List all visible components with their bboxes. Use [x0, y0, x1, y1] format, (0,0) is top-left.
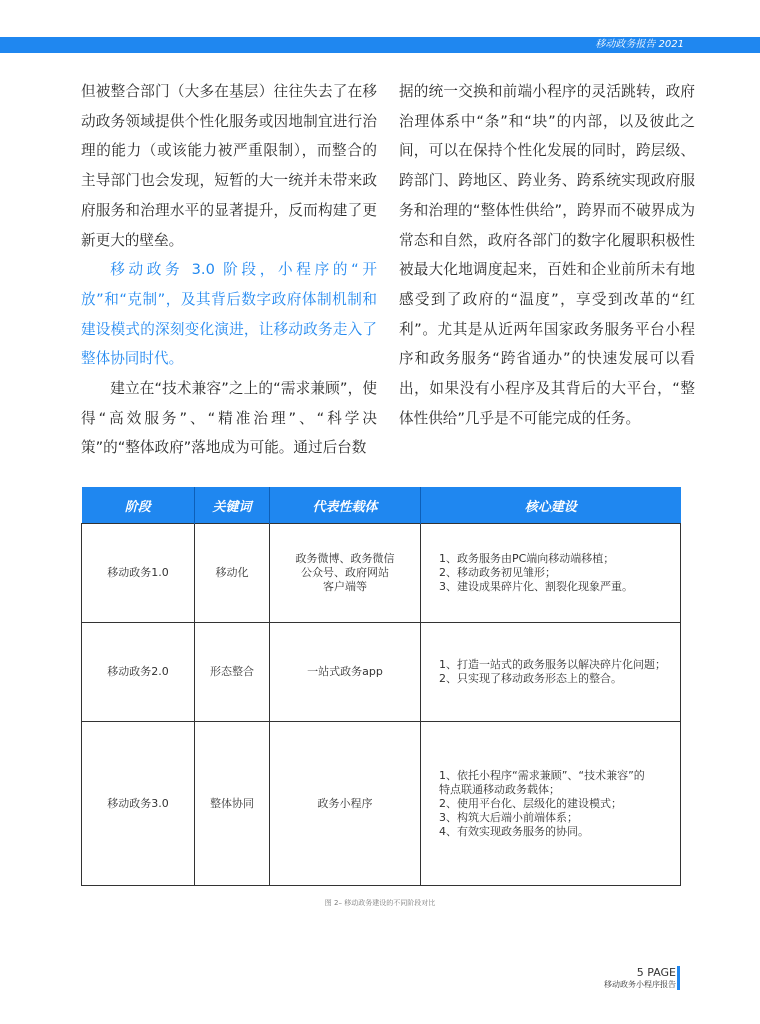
core-line: 1、依托小程序“需求兼顾”、“技术兼容”的	[439, 768, 645, 782]
carrier-line: 政务微博、政务微信	[295, 552, 395, 565]
core-line: 2、使用平台化、层级化的建设模式；	[439, 796, 622, 810]
cell-core	[421, 524, 681, 623]
header-title: 移动政务报告 2021	[595, 39, 684, 50]
header-stage: 阶段	[82, 487, 195, 524]
table-row	[82, 524, 681, 623]
cell-keyword: 整体协同	[195, 722, 270, 886]
cell-stage: 移动政务3.0	[82, 722, 195, 886]
comparison-table	[81, 487, 680, 882]
core-line: 2、移动政务初见雏形；	[439, 566, 556, 579]
carrier-line: 公众号、政府网站	[301, 566, 389, 579]
left-paragraph-3: 建立在“技术兼容”之上的“需求兼顾”，使得“高效服务”、“精准治理”、“科学决策”的“整体政府”落地成为可能。通过后台数	[81, 380, 377, 457]
header-core: 核心建设	[421, 487, 681, 524]
core-line: 2、只实现了移动政务形态上的整合。	[439, 672, 622, 685]
carrier-line: 客户端等	[323, 580, 367, 593]
cell-core	[421, 722, 681, 886]
cell-keyword: 移动化	[195, 524, 270, 623]
cell-stage: 移动政务1.0	[82, 524, 195, 623]
header-carrier: 代表性载体	[270, 487, 421, 524]
footer-accent-bar	[677, 966, 680, 990]
cell-carrier	[270, 524, 421, 623]
cell-carrier	[270, 722, 421, 886]
core-line: 特点联通移动政务载体；	[439, 782, 560, 796]
left-column	[81, 77, 377, 463]
core-line: 3、构筑大后端小前端体系；	[439, 810, 578, 824]
left-paragraph-1: 但被整合部门（大多在基层）往往失去了在移动政务领域提供个性化服务或因地制宜进行治理的能力（或该能力被严重限制），而整合的主导部门也会发现，短暂的大一统并未带来政府服务和治理水平的显著提升，反而构建了更新更大的壁垒。	[81, 83, 377, 249]
table-row	[82, 623, 681, 722]
core-line: 3、建设成果碎片化、割裂化现象严重。	[439, 580, 633, 593]
cell-carrier	[270, 623, 421, 722]
table-header-row	[82, 487, 681, 524]
figure-caption: 图 2– 移动政务建设的不同阶段对比	[324, 899, 436, 907]
cell-keyword: 形态整合	[195, 623, 270, 722]
cell-core	[421, 623, 681, 722]
page-number: 5 PAGE	[636, 966, 676, 979]
header-bar	[0, 37, 760, 53]
carrier-line: 一站式政务app	[307, 665, 383, 678]
left-paragraph-2-highlight: 移动政务 3.0 阶段，小程序的“开放”和“克制”，及其背后数字政府体制机制和建设模式的深刻变化演进，让移动政务走入了整体协同时代。	[81, 261, 377, 368]
right-column	[399, 77, 695, 433]
core-line: 1、打造一站式的政务服务以解决碎片化问题；	[439, 658, 666, 671]
core-line: 1、政务服务由PC端向移动端移植；	[439, 552, 615, 565]
table-row	[82, 722, 681, 886]
header-keyword: 关键词	[195, 487, 270, 524]
footer-subtitle: 移动政务小程序报告	[604, 980, 676, 989]
core-line: 4、有效实现政务服务的协同。	[439, 824, 589, 838]
carrier-line: 政务小程序	[317, 796, 373, 810]
right-paragraph-1: 据的统一交换和前端小程序的灵活跳转，政府治理体系中“条”和“块”的内部，以及彼此之间，可以在保持个性化发展的同时，跨层级、跨部门、跨地区、跨业务、跨系统实现政府服务和治理的“整体性供给”，跨界而不破界成为常态和自然，政府各部门的数字化履职积极性被最大化地调度起来，百姓和企业前所未有地感受到了政府的“温度”，享受到改革的“红利”。尤其是从近两年国家政务服务平台小程序和政务服务“跨省通办”的快速发展可以看出，如果没有小程序及其背后的大平台，“整体性供给”几乎是不可能完成的任务。	[399, 83, 695, 427]
cell-stage: 移动政务2.0	[82, 623, 195, 722]
page-footer	[604, 966, 676, 991]
